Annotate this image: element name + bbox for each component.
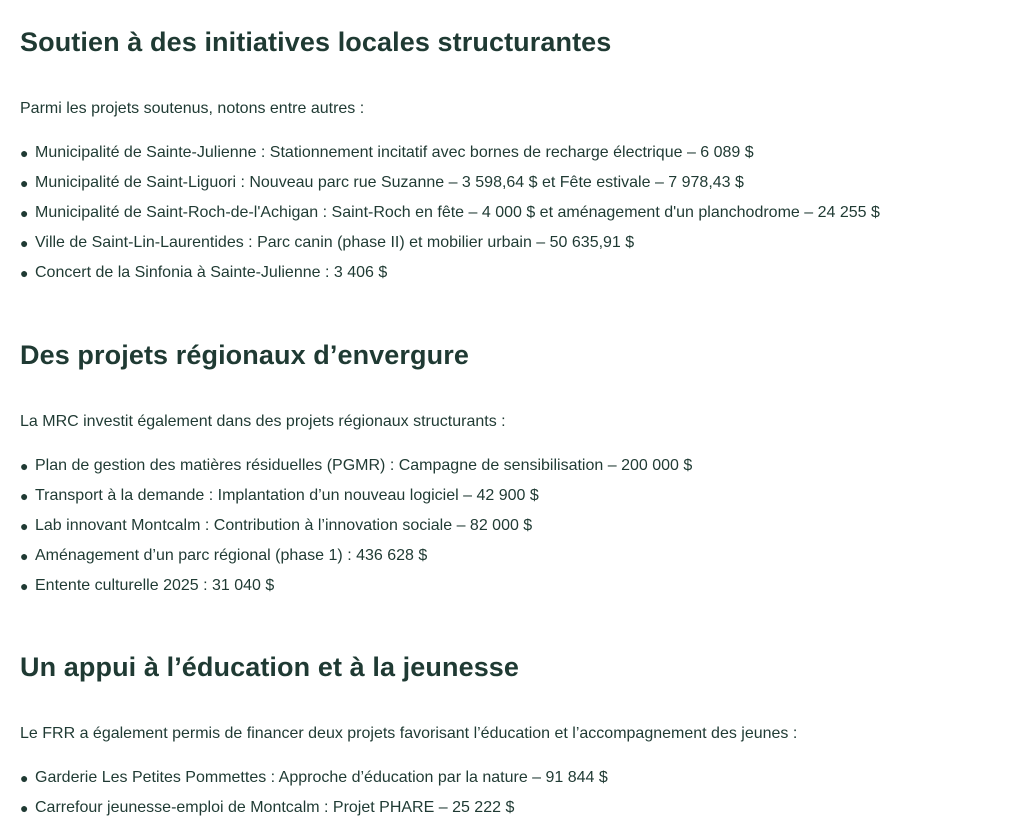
- list-item-text: Ville de Saint-Lin-Laurentides : Parc canin (phase II) et mobilier urbain – 50 635,91 $: [35, 234, 635, 251]
- list-item: [20, 515, 1014, 545]
- section-title: Soutien à des initiatives locales structurantes: [20, 27, 612, 57]
- section-title: Des projets régionaux d’envergure: [20, 340, 469, 370]
- section-regional-projects: [20, 337, 1014, 605]
- project-list: [20, 767, 1014, 827]
- section-intro: Le FRR a également permis de financer deux projets favorisant l’éducation et l’accompagnement des jeunes :: [20, 725, 798, 742]
- list-item-text: Lab innovant Montcalm : Contribution à l’innovation sociale – 82 000 $: [35, 517, 533, 534]
- list-item-text: Plan de gestion des matières résiduelles (PGMR) : Campagne de sensibilisation – 200 000 $: [35, 457, 693, 474]
- section-title: Un appui à l’éducation et à la jeunesse: [20, 652, 520, 682]
- list-item-text: Aménagement d’un parc régional (phase 1) : 436 628 $: [35, 547, 428, 564]
- list-item: [20, 232, 1014, 262]
- section-intro: La MRC investit également dans des projets régionaux structurants :: [20, 413, 506, 430]
- bullet-icon: ●: [20, 205, 29, 221]
- list-item: [20, 202, 1014, 232]
- project-list: [20, 455, 1014, 605]
- list-item-text: Entente culturelle 2025 : 31 040 $: [35, 577, 275, 594]
- bullet-icon: ●: [20, 145, 29, 161]
- section-local-initiatives: [20, 24, 1014, 292]
- list-item-text: Carrefour jeunesse-emploi de Montcalm : Projet PHARE – 25 222 $: [35, 799, 515, 816]
- bullet-icon: ●: [20, 518, 29, 534]
- bullet-icon: ●: [20, 770, 29, 786]
- list-item-text: Municipalité de Saint-Liguori : Nouveau parc rue Suzanne – 3 598,64 $ et Fête estivale – 7 978,43 $: [35, 174, 744, 191]
- bullet-icon: ●: [20, 800, 29, 816]
- section-education-youth: [20, 649, 1014, 827]
- list-item: [20, 575, 1014, 605]
- list-item: [20, 262, 1014, 292]
- bullet-icon: ●: [20, 175, 29, 191]
- list-item: [20, 455, 1014, 485]
- list-item: [20, 767, 1014, 797]
- list-item: [20, 485, 1014, 515]
- bullet-icon: ●: [20, 578, 29, 594]
- list-item-text: Municipalité de Saint-Roch-de-l'Achigan : Saint-Roch en fête – 4 000 $ et aménagement d'un planchodrome – 24 255 $: [35, 204, 880, 221]
- list-item-text: Garderie Les Petites Pommettes : Approche d’éducation par la nature – 91 844 $: [35, 769, 608, 786]
- bullet-icon: ●: [20, 548, 29, 564]
- list-item-text: Transport à la demande : Implantation d’un nouveau logiciel – 42 900 $: [35, 487, 539, 504]
- bullet-icon: ●: [20, 265, 29, 281]
- list-item: [20, 172, 1014, 202]
- project-list: [20, 142, 1014, 292]
- bullet-icon: ●: [20, 235, 29, 251]
- bullet-icon: ●: [20, 488, 29, 504]
- list-item: [20, 797, 1014, 827]
- list-item: [20, 142, 1014, 172]
- list-item-text: Municipalité de Sainte-Julienne : Stationnement incitatif avec bornes de recharge électrique – 6 089 $: [35, 144, 754, 161]
- list-item: [20, 545, 1014, 575]
- bullet-icon: ●: [20, 458, 29, 474]
- list-item-text: Concert de la Sinfonia à Sainte-Julienne : 3 406 $: [35, 264, 388, 281]
- section-intro: Parmi les projets soutenus, notons entre autres :: [20, 100, 365, 117]
